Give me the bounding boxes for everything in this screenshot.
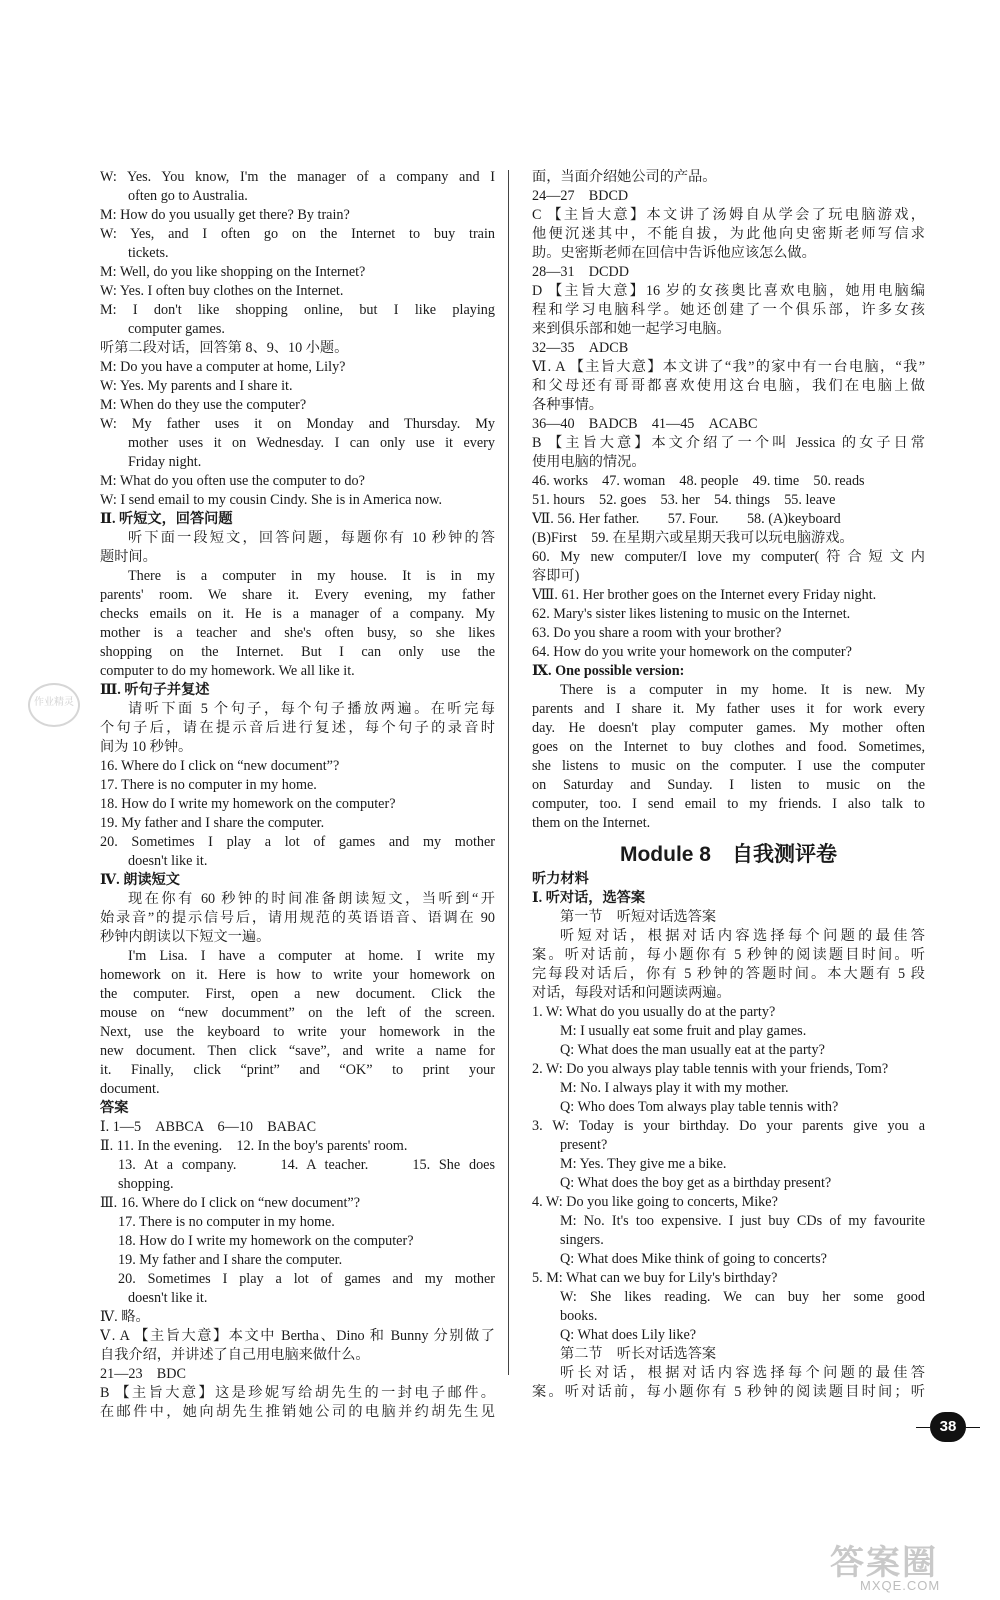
text-line: 对话，每段对话和问题读两遍。: [532, 985, 731, 1001]
text-line: 容即可): [532, 568, 580, 584]
text-line: M: Well, do you like shopping on the Internet?: [100, 264, 366, 280]
text-line: shopping.: [118, 1176, 174, 1192]
text-line: 64. How do you write your homework on the computer?: [532, 644, 852, 660]
text-line: M: I don't like shopping online, but I like playing: [100, 302, 495, 318]
text-line: 46. works 47. woman 48. people 49. time 50. reads: [532, 473, 865, 489]
text-line: homework on it. Here is how to write your homework on: [100, 967, 495, 983]
text-line: 21—23 BDC: [100, 1366, 186, 1382]
text-line: 来到俱乐部和她一起学习电脑。: [532, 321, 731, 337]
text-line: 在邮件中，她向胡先生推销她公司的电脑并约胡先生见: [100, 1404, 495, 1420]
stamp-watermark: 作业精灵: [28, 683, 80, 727]
text-line: 现在你有 60 秒钟的时间准备朗读短文，当听到“开: [128, 891, 495, 907]
section-heading: 答案: [100, 1100, 129, 1116]
text-line: books.: [560, 1308, 598, 1324]
text-line: Friday night.: [128, 454, 202, 470]
text-line: W: Yes, and I often go on the Internet to buy train: [100, 226, 495, 242]
text-line: M: No. It's too expensive. I just buy CDs of my favourite: [560, 1213, 925, 1229]
text-line: 16. Where do I click on “new document”?: [100, 758, 340, 774]
text-line: 13. At a company. 14. A teacher. 15. She does: [118, 1157, 495, 1173]
text-line: 17. There is no computer in my home.: [118, 1214, 335, 1230]
text-line: Q: Who does Tom always play table tennis with?: [560, 1099, 839, 1115]
answer-key-continued: [532, 168, 925, 833]
text-line: 51. hours 52. goes 53. her 54. things 55. leave: [532, 492, 836, 508]
text-line: 18. How do I write my homework on the computer?: [100, 796, 396, 812]
text-line: (B)First 59. 在星期六或星期天我可以玩电脑游戏。: [532, 530, 854, 546]
text-line: Ⅲ. 16. Where do I click on “new document”?: [100, 1195, 361, 1211]
text-line: doesn't like it.: [128, 1290, 208, 1306]
site-watermark: 答案圈: [830, 1544, 938, 1582]
text-line: 听下面一段短文，回答问题，每题你有 10 秒钟的答: [128, 530, 495, 546]
text-line: C 【主旨大意】本文讲了汤姆自从学会了玩电脑游戏，: [532, 207, 925, 223]
text-line: 和父母还有哥哥都喜欢使用这台电脑，我们在电脑上做: [532, 378, 925, 394]
text-line: checks emails on it. He is a manager of a company. My: [100, 606, 495, 622]
text-line: 听短对话，根据对话内容选择每个问题的最佳答: [560, 928, 925, 944]
text-line: 案。听对话前，每小题你有 5 秒钟的阅读题目时间；听: [532, 1384, 925, 1400]
text-line: 18. How do I write my homework on the computer?: [118, 1233, 414, 1249]
text-line: M: Do you have a computer at home, Lily?: [100, 359, 346, 375]
text-line: on Saturday and Sunday. I listen to music on the: [532, 777, 925, 793]
text-line: 28—31 DCDD: [532, 264, 629, 280]
text-line: W: Yes. I often buy clothes on the Internet.: [100, 283, 344, 299]
text-line: 2. W: Do you always play table tennis with your friends, Tom?: [532, 1061, 889, 1077]
text-line: M: Yes. They give me a bike.: [560, 1156, 727, 1172]
text-line: 各种事情。: [532, 397, 603, 413]
text-line: 程和学习电脑科学。她还创建了一个俱乐部，许多女孩: [532, 302, 925, 318]
text-line: present?: [560, 1137, 608, 1153]
text-line: 62. Mary's sister likes listening to music on the Internet.: [532, 606, 851, 622]
text-line: 19. My father and I share the computer.: [118, 1252, 343, 1268]
text-line: W: She likes reading. We can buy her some good: [560, 1289, 925, 1305]
text-line: mother uses it on Wednesday. I can only use it every: [128, 435, 495, 451]
text-line: M: I usually eat some fruit and play games.: [560, 1023, 807, 1039]
text-line: 间为 10 秒钟。: [100, 739, 193, 755]
section-heading: 听力材料: [532, 871, 589, 887]
text-line: 5. M: What can we buy for Lily's birthday?: [532, 1270, 778, 1286]
text-line: M: When do they use the computer?: [100, 397, 307, 413]
text-line: she listens to music on the computer. I use the computer: [532, 758, 925, 774]
text-line: it. Finally, click “print” and “OK” to print your: [100, 1062, 495, 1078]
text-line: them on the Internet.: [532, 815, 651, 831]
text-line: D 【主旨大意】16 岁的女孩奥比喜欢电脑，她用电脑编: [532, 283, 925, 299]
text-line: 第一节 听短对话选答案: [560, 909, 717, 925]
text-line: 他便沉迷其中，不能自拔，为此他向史密斯老师写信求: [532, 226, 925, 242]
section-heading: Ⅳ. 朗读短文: [100, 872, 180, 888]
text-line: 助。史密斯老师在回信中告诉他应该怎么做。: [532, 245, 816, 261]
text-line: 个句子后，请在提示音后进行复述，每个句子的录音时: [100, 720, 495, 736]
text-line: W: Yes. My parents and I share it.: [100, 378, 293, 394]
section-heading: Ⅰ. 听对话，选答案: [532, 890, 646, 906]
text-line: 听第二段对话，回答第 8、9、10 小题。: [100, 340, 349, 356]
text-line: Ⅴ. A 【主旨大意】本文中 Bertha、Dino 和 Bunny 分别做了: [100, 1328, 495, 1344]
site-watermark-url: MXQE.COM: [860, 1578, 941, 1593]
module-title: Module 8 自我测评卷: [619, 843, 837, 866]
text-line: There is a computer in my home. It is new. My: [560, 682, 925, 698]
text-line: singers.: [560, 1232, 604, 1248]
text-line: Next, use the keyboard to write your homework in the: [100, 1024, 495, 1040]
text-line: shopping on the Internet. But I can only use the: [100, 644, 495, 660]
text-line: often go to Australia.: [128, 188, 248, 204]
text-line: 面，当面介绍她公司的产品。: [532, 169, 717, 185]
text-line: Ⅷ. 61. Her brother goes on the Internet every Friday night.: [532, 587, 877, 603]
text-line: 完每段对话后，你有 5 秒钟的答题时间。本大题有 5 段: [532, 966, 925, 982]
section-heading: Ⅲ. 听句子并复述: [100, 682, 210, 698]
text-line: 17. There is no computer in my home.: [100, 777, 317, 793]
text-line: tickets.: [128, 245, 169, 261]
text-line: Ⅰ. 1—5 ABBCA 6—10 BABAC: [100, 1119, 317, 1135]
text-line: the computer. First, open a new document. Click the: [100, 986, 495, 1002]
text-line: 36—40 BADCB 41—45 ACABC: [532, 416, 758, 432]
text-line: I'm Lisa. I have a computer at home. I write my: [128, 948, 495, 964]
text-line: 使用电脑的情况。: [532, 454, 646, 470]
text-line: 60. My new computer/I love my computer(符合短文内: [532, 549, 925, 565]
text-line: W: I send email to my cousin Cindy. She is in America now.: [100, 492, 443, 508]
text-line: new document. Then click “save”, and write a name for: [100, 1043, 495, 1059]
text-line: Q: What does the man usually eat at the party?: [560, 1042, 825, 1058]
right-column: [532, 168, 925, 1402]
text-line: doesn't like it.: [128, 853, 208, 869]
text-line: 20. Sometimes I play a lot of games and my mother: [100, 834, 495, 850]
column-divider: [508, 170, 509, 1375]
text-line: B 【主旨大意】本文介绍了一个叫 Jessica 的女子日常: [532, 435, 925, 451]
section-heading: Ⅱ. 听短文，回答问题: [100, 511, 233, 527]
text-line: 24—27 BDCD: [532, 188, 629, 204]
text-line: mouse on “new documment” on the left of the screen.: [100, 1005, 495, 1021]
text-line: Q: What does the boy get as a birthday present?: [560, 1175, 832, 1191]
text-line: 第二节 听长对话选答案: [560, 1346, 717, 1362]
text-line: W: My father uses it on Monday and Thursday. My: [100, 416, 495, 432]
text-line: 始录音”的提示信号后，请用规范的英语语音、语调在 90: [100, 910, 495, 926]
text-line: 秒钟内朗读以下短文一遍。: [100, 929, 271, 945]
text-line: day. He doesn't play computer games. My mother often: [532, 720, 925, 736]
text-line: Ⅳ. 略。: [100, 1309, 150, 1325]
text-line: B 【主旨大意】这是珍妮写给胡先生的一封电子邮件。: [100, 1385, 495, 1401]
text-line: parents and I share it. My father uses it for work every: [532, 701, 925, 717]
text-line: 4. W: Do you like going to concerts, Mike?: [532, 1194, 778, 1210]
text-line: 1. W: What do you usually do at the party?: [532, 1004, 776, 1020]
text-line: 题时间。: [100, 549, 157, 565]
listening-materials: [532, 870, 925, 1402]
text-line: Ⅶ. 56. Her father. 57. Four. 58. (A)keyboard: [532, 511, 841, 527]
text-line: W: Yes. You know, I'm the manager of a company and I: [100, 169, 495, 185]
text-line: Ⅵ. A 【主旨大意】本文讲了“我”的家中有一台电脑，“我”: [532, 359, 925, 375]
text-line: 请听下面 5 个句子，每个句子播放两遍。在听完每: [128, 701, 495, 717]
text-line: goes on the Internet to buy clothes and food. Sometimes,: [532, 739, 925, 755]
text-line: 听长对话，根据对话内容选择每个问题的最佳答: [560, 1365, 925, 1381]
text-line: 3. W: Today is your birthday. Do your parents give you a: [532, 1118, 925, 1134]
text-line: mother is a teacher and she's often busy, so she likes: [100, 625, 495, 641]
text-line: M: What do you often use the computer to do?: [100, 473, 365, 489]
left-column: [100, 168, 495, 1422]
text-line: parents' room. We share it. Every evening, my father: [100, 587, 495, 603]
text-line: 19. My father and I share the computer.: [100, 815, 325, 831]
text-line: Q: What does Mike think of going to concerts?: [560, 1251, 827, 1267]
text-line: 32—35 ADCB: [532, 340, 629, 356]
text-line: document.: [100, 1081, 160, 1097]
text-line: 20. Sometimes I play a lot of games and my mother: [118, 1271, 495, 1287]
text-line: Ⅱ. 11. In the evening. 12. In the boy's parents' room.: [100, 1138, 408, 1154]
section-heading: Ⅸ. One possible version:: [532, 663, 685, 679]
text-line: M: No. I always play it with my mother.: [560, 1080, 789, 1096]
page-number: 38: [930, 1412, 966, 1442]
text-line: computer games.: [128, 321, 225, 337]
text-line: There is a computer in my house. It is in my: [128, 568, 495, 584]
text-line: computer, too. I send email to my friends. I also talk to: [532, 796, 925, 812]
text-line: Q: What does Lily like?: [560, 1327, 697, 1343]
text-line: 案。听对话前，每小题你有 5 秒钟的阅读题目时间。听: [532, 947, 925, 963]
text-line: 63. Do you share a room with your brother?: [532, 625, 782, 641]
text-line: M: How do you usually get there? By train?: [100, 207, 350, 223]
text-line: computer to do my homework. We all like it.: [100, 663, 355, 679]
text-line: 自我介绍，并讲述了自己用电脑来做什么。: [100, 1347, 370, 1363]
